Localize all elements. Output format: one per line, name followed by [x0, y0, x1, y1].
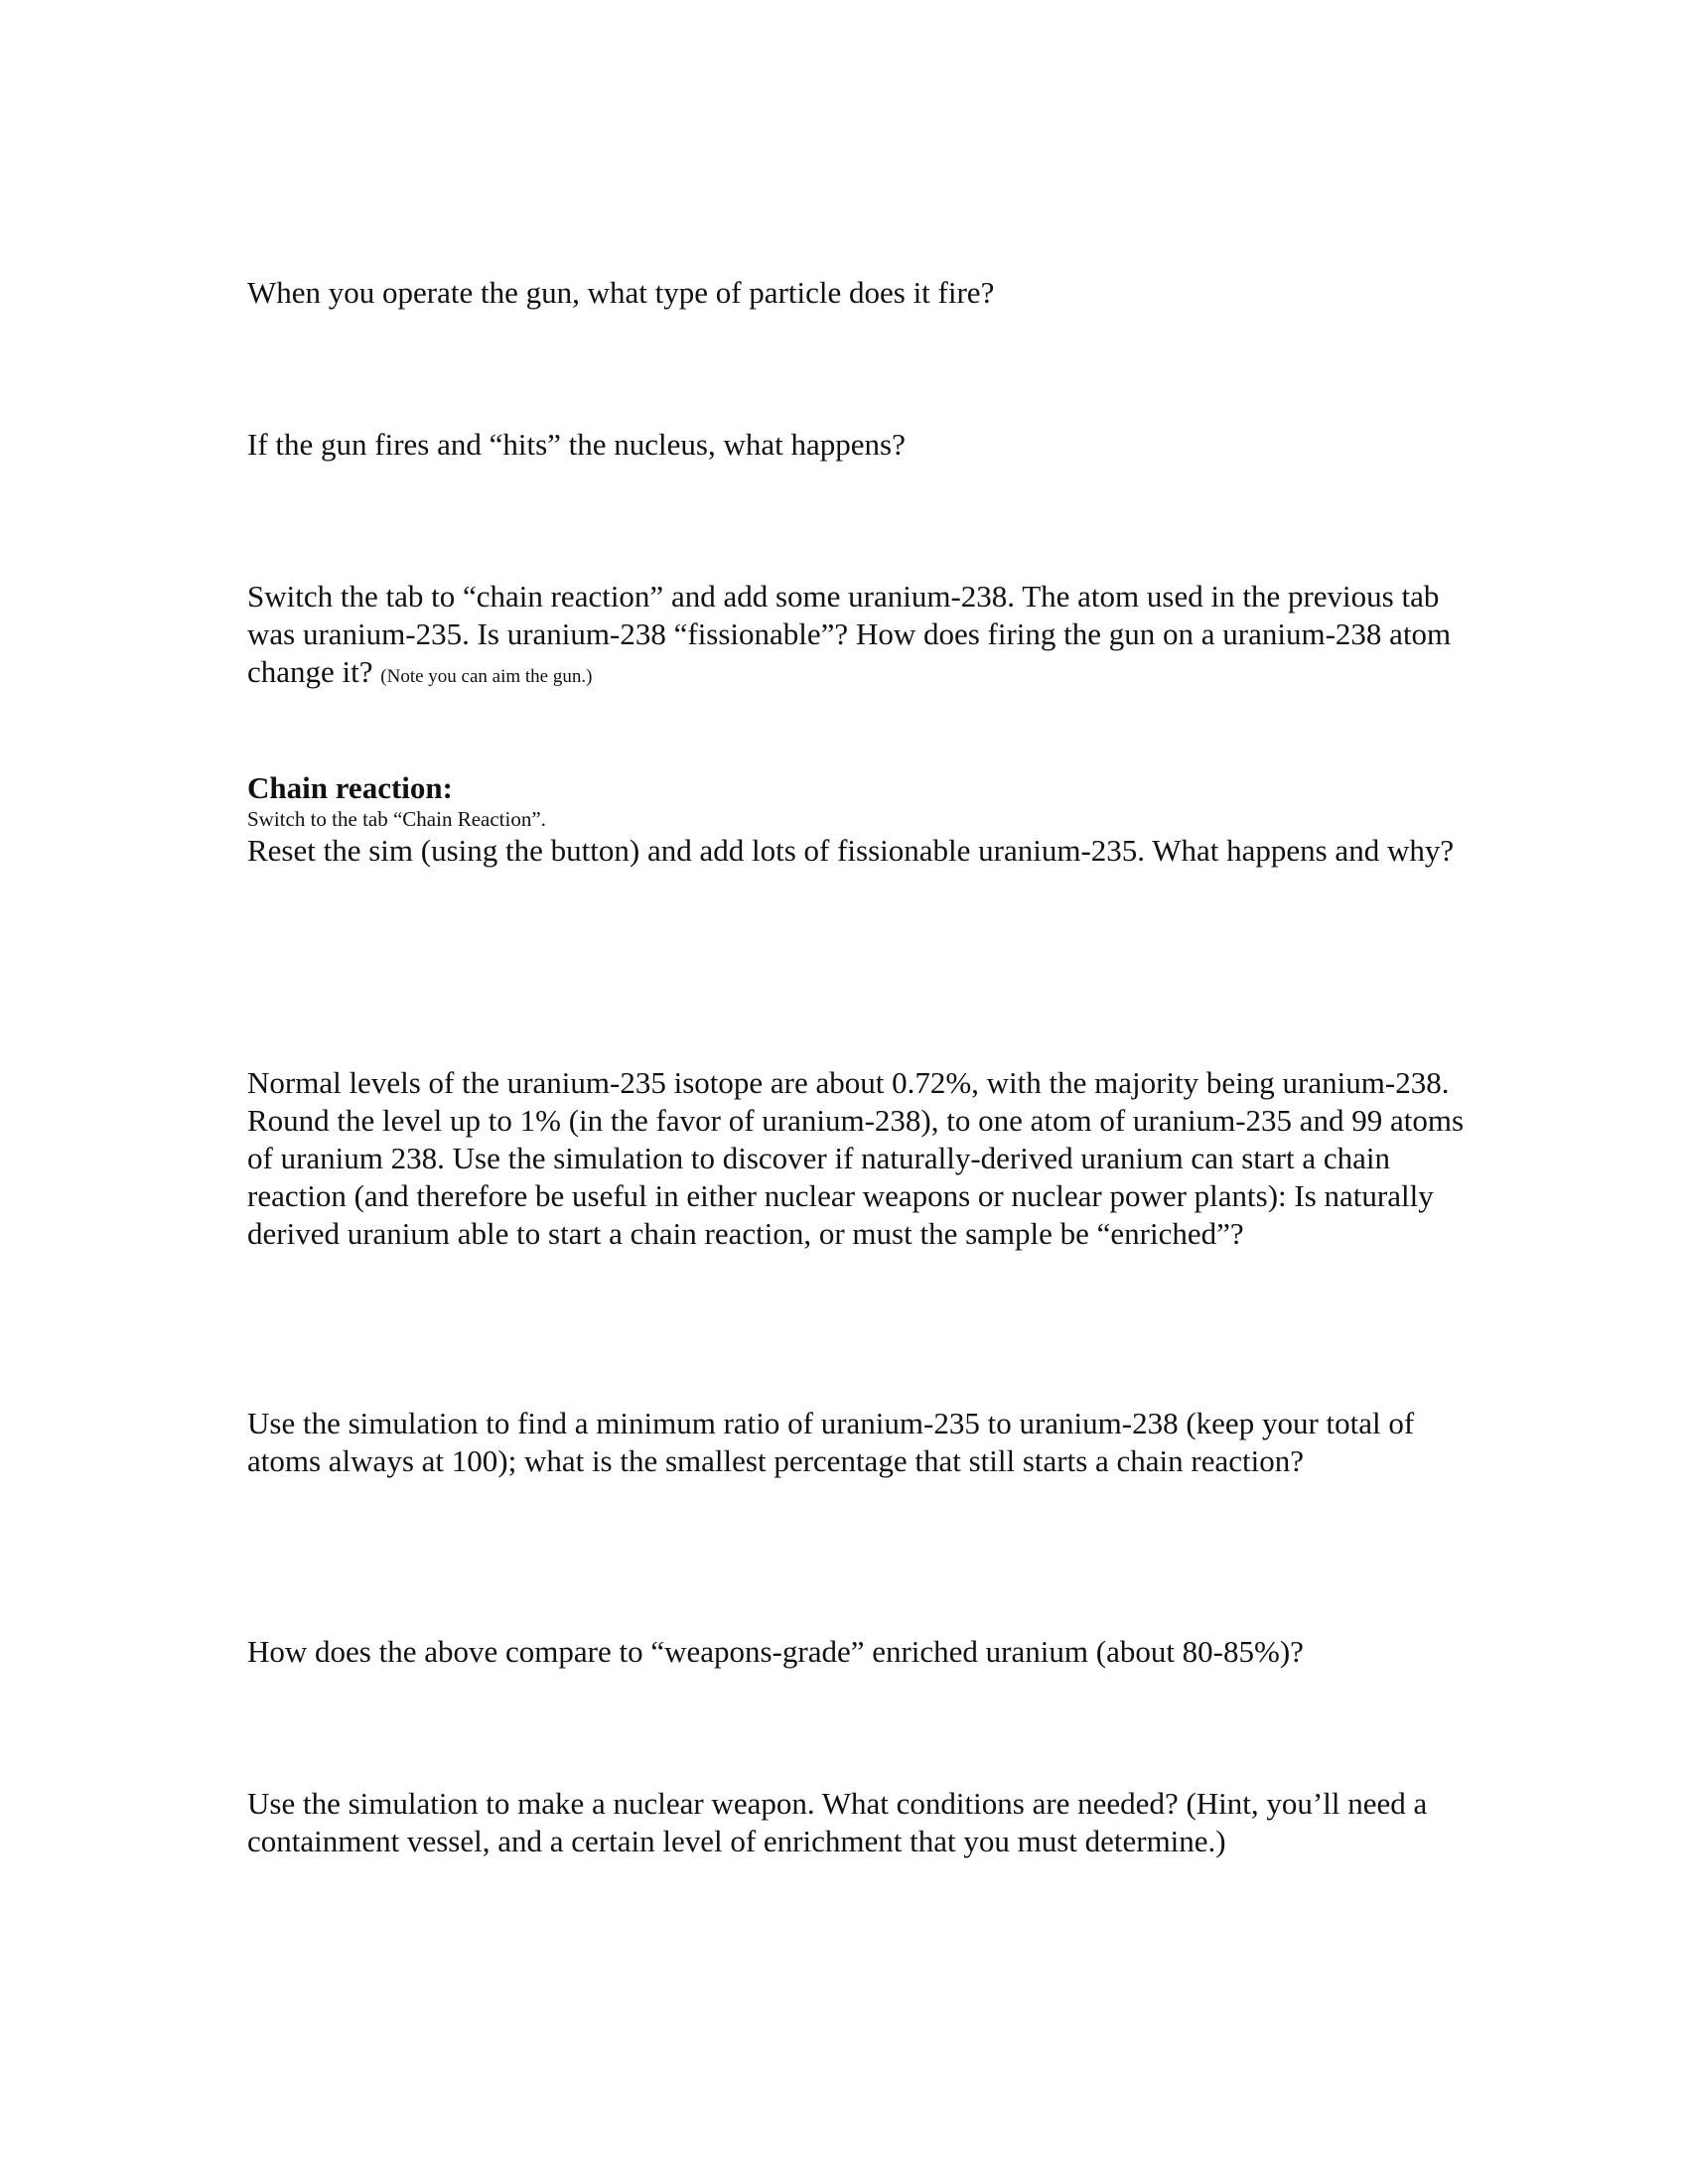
question-text: When you operate the gun, what type of particle does it fire? [247, 275, 995, 310]
question-text: If the gun fires and “hits” the nucleus, what happens? [247, 427, 906, 462]
question-gun-hits-nucleus [247, 426, 1478, 464]
question-nuclear-weapon [247, 1785, 1478, 1860]
question-body: Switch the tab to “chain reaction” and add some uranium-238. The atom used in the previous tab was uranium-235. Is uranium-238 “fissionable”? How does firing the gun on a uranium-238 atom change it? [247, 579, 1452, 689]
question-natural-uranium [247, 1064, 1478, 1253]
question-text: Normal levels of the uranium-235 isotope are about 0.72%, with the majority being uranium-238. Round the level up to 1% (in the favor of uranium-238), to one atom of uranium-235 and 99 atoms of uranium 238. Use the simulation to discover if naturally-derived uranium can start a chain reaction (and therefore be useful in either nuclear weapons or nuclear power plants): Is naturally derived uranium able to start a chain reaction, or must the sample be “enriched”? [247, 1065, 1465, 1251]
question-text: Reset the sim (using the button) and add lots of fissionable uranium-235. What happens and why? [247, 833, 1455, 868]
section-subtext: Switch to the tab “Chain Reaction”. [247, 807, 546, 831]
question-gun-particle [247, 274, 1478, 312]
question-note: (Note you can aim the gun.) [380, 666, 593, 687]
question-text [247, 578, 1478, 696]
question-uranium-238-fissionable [247, 578, 1478, 696]
question-minimum-ratio [247, 1405, 1478, 1480]
question-text: How does the above compare to “weapons-grade” enriched uranium (about 80-85%)? [247, 1634, 1304, 1669]
question-text: Use the simulation to find a minimum ratio of uranium-235 to uranium-238 (keep your total of atoms always at 100); what is the smallest percentage that still starts a chain reaction? [247, 1406, 1415, 1478]
question-text: Use the simulation to make a nuclear weapon. What conditions are needed? (Hint, you’ll need a containment vessel, and a certain level of enrichment that you must determine.) [247, 1786, 1428, 1858]
chain-reaction-section [247, 770, 1478, 870]
question-weapons-grade [247, 1633, 1478, 1671]
section-heading: Chain reaction: [247, 770, 453, 805]
